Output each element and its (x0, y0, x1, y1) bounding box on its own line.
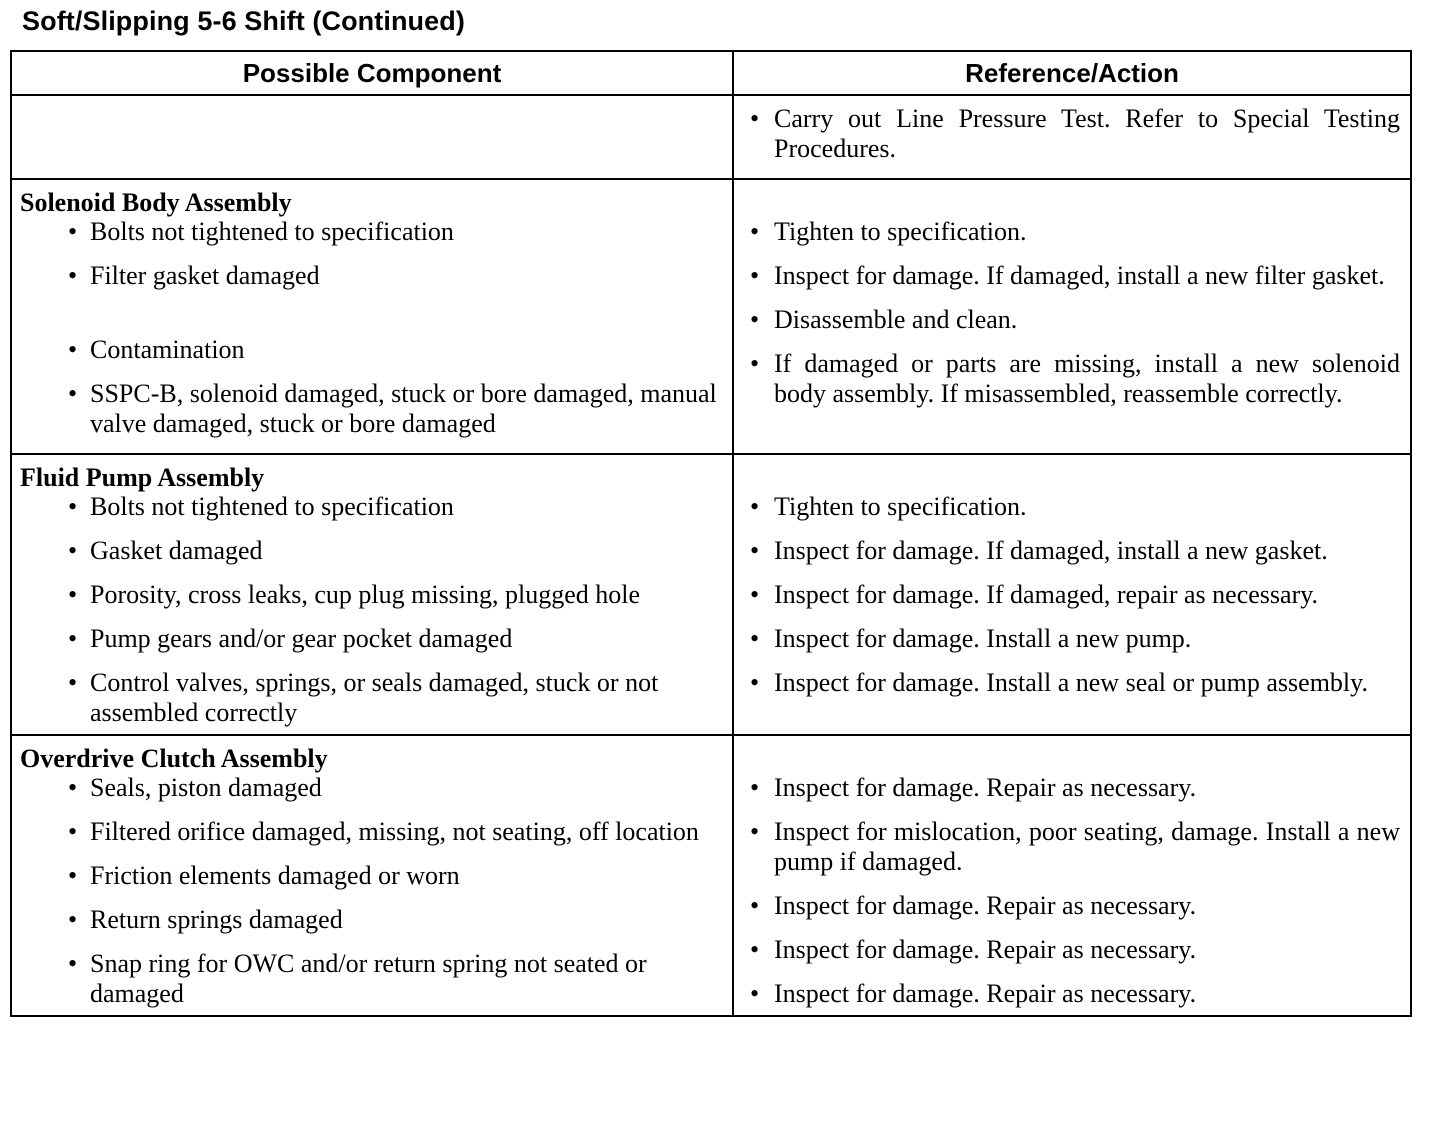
action-cell (733, 735, 1411, 1016)
action-cell (733, 454, 1411, 735)
page-title: Soft/Slipping 5-6 Shift (Continued) (22, 6, 465, 36)
action-item: • Tighten to specification. (734, 217, 1410, 247)
component-item: • Porosity, cross leaks, cup plug missing, plugged hole (12, 580, 732, 610)
component-cell (11, 179, 733, 454)
action-item: • Inspect for damage. Install a new seal or pump assembly. (734, 668, 1410, 698)
header-reference-action: Reference/Action (733, 51, 1411, 95)
action-item: • Inspect for damage. Repair as necessary. (734, 979, 1410, 1009)
component-cell (11, 454, 733, 735)
component-item: • Gasket damaged (12, 536, 732, 566)
component-cell (11, 735, 733, 1016)
component-item: • Control valves, springs, or seals damaged, stuck or not assembled correctly (12, 668, 732, 728)
action-item: • Inspect for damage. Install a new pump. (734, 624, 1410, 654)
component-item: • Bolts not tightened to specification (12, 217, 732, 247)
section-solenoid-body (11, 179, 1411, 454)
intro-action: • Carry out Line Pressure Test. Refer to Special Testing Procedures. (734, 104, 1410, 164)
component-item: • Bolts not tightened to specification (12, 492, 732, 522)
component-item: • Friction elements damaged or worn (12, 861, 732, 891)
section-overdrive-clutch (11, 735, 1411, 1016)
section-title: Fluid Pump Assembly (20, 463, 265, 492)
action-item: • Disassemble and clean. (734, 305, 1410, 335)
section-title: Solenoid Body Assembly (20, 188, 292, 217)
component-item: • Filtered orifice damaged, missing, not seating, off location (12, 817, 732, 847)
action-item: • Inspect for mislocation, poor seating, damage. Install a new pump if damaged. (734, 817, 1410, 877)
component-item: • Filter gasket damaged (12, 261, 732, 291)
action-item: • Inspect for damage. Repair as necessary. (734, 773, 1410, 803)
table-header-row (11, 51, 1411, 95)
component-item: • Snap ring for OWC and/or return spring not seated or damaged (12, 949, 732, 1009)
action-item: • Inspect for damage. Repair as necessary. (734, 891, 1410, 921)
action-item: • Inspect for damage. If damaged, repair as necessary. (734, 580, 1410, 610)
component-item: • Return springs damaged (12, 905, 732, 935)
action-item: • Inspect for damage. If damaged, install a new filter gasket. (734, 261, 1410, 291)
component-item: • Contamination (12, 335, 732, 365)
action-item: • Inspect for damage. If damaged, install a new gasket. (734, 536, 1410, 566)
component-item: • SSPC-B, solenoid damaged, stuck or bore damaged, manual valve damaged, stuck or bore damaged (12, 379, 732, 439)
component-item: • Seals, piston damaged (12, 773, 732, 803)
intro-row (11, 95, 1411, 179)
diagnostic-table (10, 50, 1412, 1017)
action-cell (733, 179, 1411, 454)
component-item: • Pump gears and/or gear pocket damaged (12, 624, 732, 654)
section-title: Overdrive Clutch Assembly (20, 744, 328, 773)
intro-action-cell (733, 95, 1411, 179)
action-item: • Inspect for damage. Repair as necessary. (734, 935, 1410, 965)
header-possible-component: Possible Component (11, 51, 733, 95)
action-item: • Tighten to specification. (734, 492, 1410, 522)
action-item: • If damaged or parts are missing, install a new solenoid body assembly. If misassembled, reassemble correctly. (734, 349, 1410, 409)
intro-component-cell (11, 95, 733, 179)
section-fluid-pump (11, 454, 1411, 735)
